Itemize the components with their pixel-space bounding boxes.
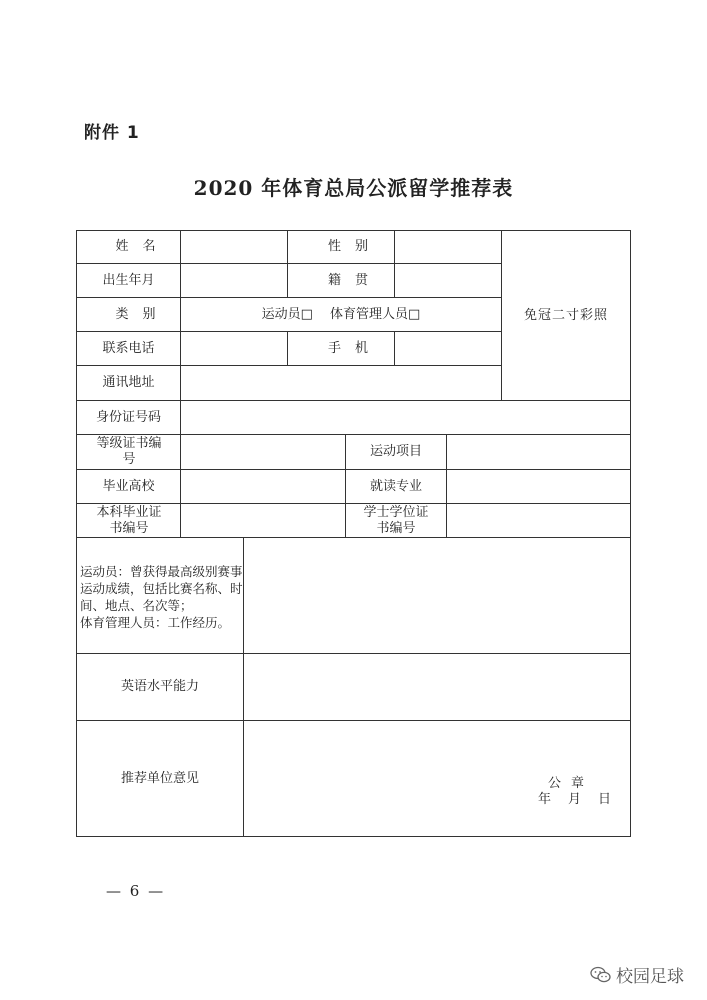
table-border-right bbox=[630, 230, 631, 837]
mobile-field[interactable] bbox=[395, 332, 501, 365]
degree-cert-label: 学士学位证书编号 bbox=[363, 504, 429, 536]
address-field[interactable] bbox=[181, 366, 501, 400]
manager-note: 体育管理人员：工作经历。 bbox=[80, 615, 231, 630]
achievements-field[interactable] bbox=[244, 538, 630, 653]
sport-label: 运动项目 bbox=[369, 444, 422, 459]
grade-cert-label: 等级证书编号 bbox=[96, 436, 162, 467]
phone-field[interactable] bbox=[181, 332, 287, 365]
native-place-field[interactable] bbox=[395, 264, 501, 297]
page-number: — 6 — bbox=[106, 882, 166, 900]
date-label: 年 月 日 bbox=[538, 792, 614, 807]
attachment-label: 附件 1 bbox=[84, 123, 140, 143]
watermark bbox=[590, 962, 684, 987]
recommend-label: 推荐单位意见 bbox=[120, 770, 199, 786]
name-field[interactable] bbox=[181, 231, 287, 263]
gender-field[interactable] bbox=[395, 231, 501, 263]
mobile-label: 手机 bbox=[327, 340, 382, 356]
english-field[interactable] bbox=[244, 654, 630, 720]
category-label: 类别 bbox=[115, 306, 170, 322]
achievements-label bbox=[80, 563, 246, 631]
watermark-text: 校园足球 bbox=[616, 967, 684, 987]
address-label: 通讯地址 bbox=[102, 375, 155, 390]
id-number-field[interactable] bbox=[181, 401, 630, 434]
bachelor-cert-label: 本科毕业证书编号 bbox=[96, 504, 162, 536]
photo-placeholder: 免冠二寸彩照 bbox=[523, 307, 608, 323]
school-label: 毕业高校 bbox=[102, 478, 155, 494]
category-options[interactable]: 运动员□ 体育管理人员□ bbox=[261, 306, 421, 322]
athlete-note: 运动员：曾获得最高级别赛事运动成绩，包括比赛名称、时间、地点、名次等； bbox=[80, 564, 243, 613]
degree-cert-field[interactable] bbox=[447, 504, 630, 537]
birth-label: 出生年月 bbox=[102, 272, 155, 288]
grade-cert-field[interactable] bbox=[181, 435, 345, 469]
seal-label: 公章 bbox=[548, 776, 595, 791]
wechat-icon bbox=[590, 966, 612, 984]
id-number-label: 身份证号码 bbox=[95, 409, 161, 425]
birth-field[interactable] bbox=[181, 264, 287, 297]
school-field[interactable] bbox=[181, 470, 345, 503]
native-place-label: 籍贯 bbox=[327, 272, 382, 288]
name-label: 姓名 bbox=[115, 239, 170, 254]
page-title: 2020 年体育总局公派留学推荐表 bbox=[193, 176, 514, 200]
major-field[interactable] bbox=[447, 470, 630, 503]
major-label: 就读专业 bbox=[369, 478, 422, 494]
gender-label: 性别 bbox=[327, 239, 382, 254]
table-border-bottom bbox=[76, 836, 631, 837]
phone-label: 联系电话 bbox=[102, 340, 155, 356]
sport-field[interactable] bbox=[447, 435, 630, 469]
english-label: 英语水平能力 bbox=[120, 679, 199, 694]
bachelor-cert-field[interactable] bbox=[181, 504, 345, 537]
